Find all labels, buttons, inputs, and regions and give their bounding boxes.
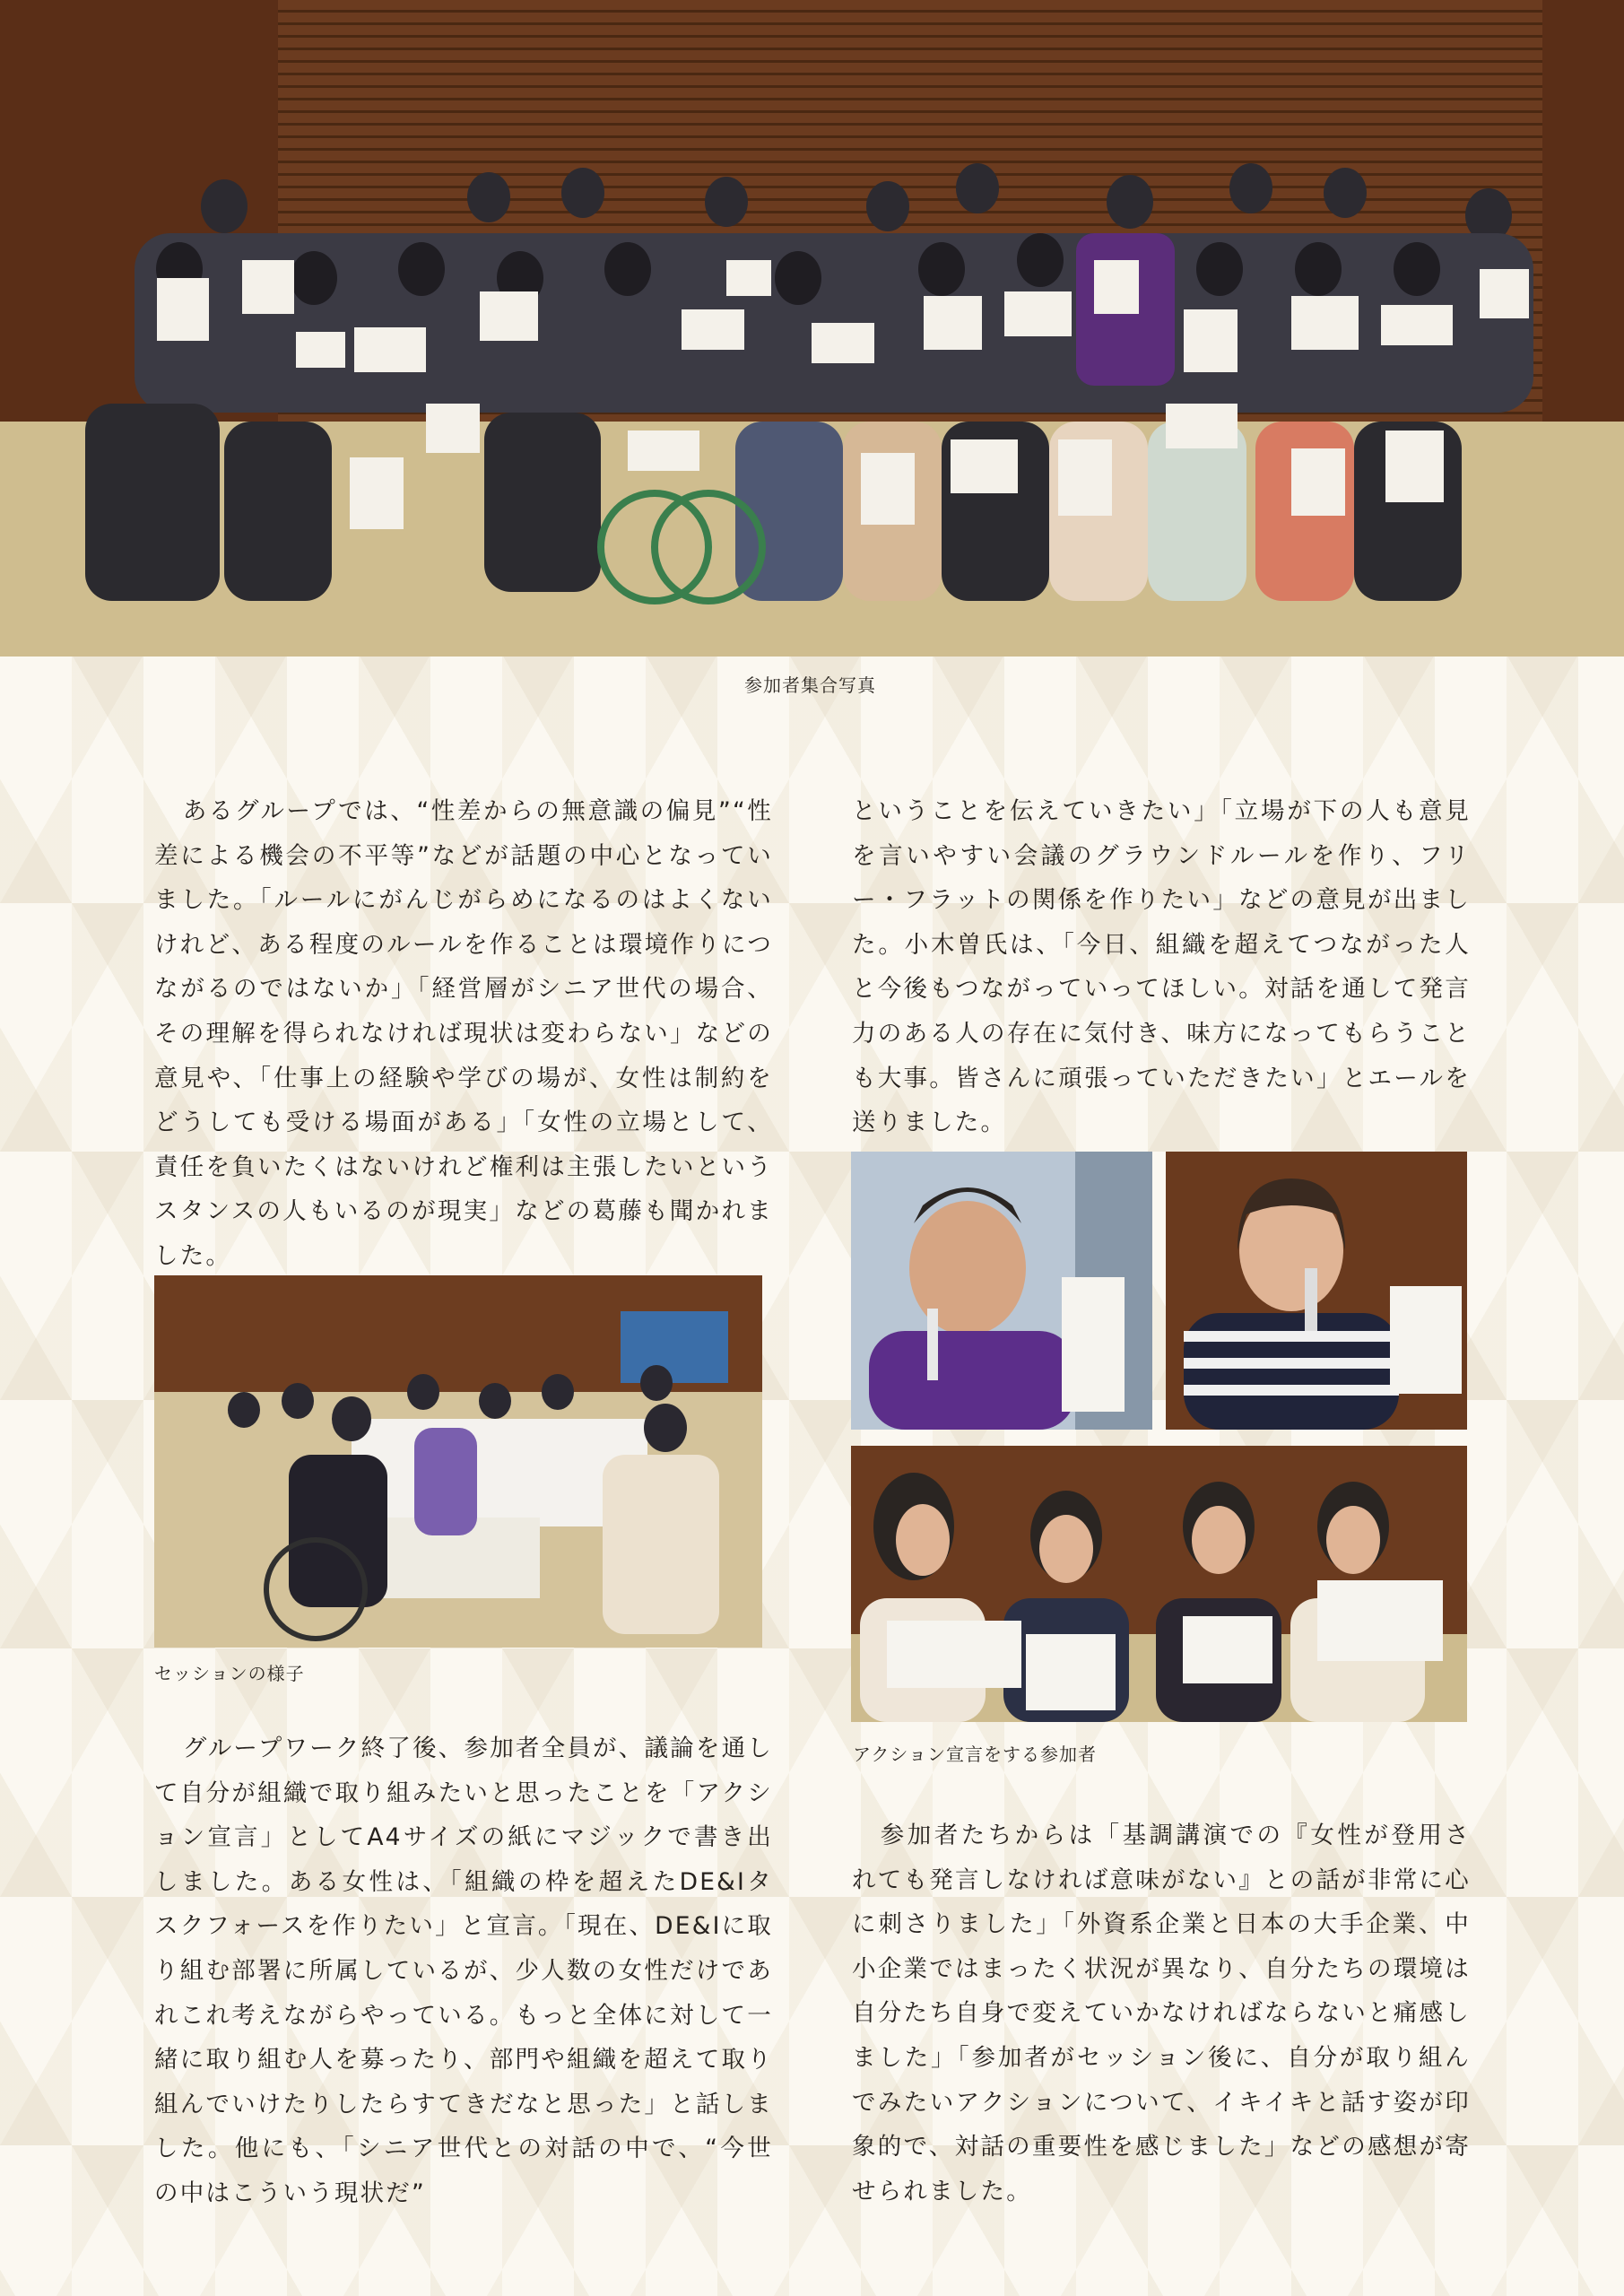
right-paragraph-1: ということを伝えていきたい」「立場が下の人も意見を言いやすい会議のグラウンドルールを作り、フリー・フラットの関係を作りたい」などの意見が出ました。小木曽氏は、「今日、組織を超えてつながった人と今後もつながっていってほしい。対話を通して発言力のある人の存在に気付き、味方になってもらうことも大事。皆さんに頑張っていただきたい」とエールを送りました。 xyxy=(852,797,1471,1137)
left-paragraph-2: グループワーク終了後、参加者全員が、議論を通して自分が組織で取り組みたいと思ったことを「アクション宣言」としてA4サイズの紙にマジックで書き出しました。ある女性は、「組織の枠を超えたDE&Iタスクフォースを作りたい」と宣言。「現在、DE&Iに取り組む部署に所属しているが、少人数の女性だけであれこれ考えながらやっている。もっと全体に対して一緒に取り組む人を募ったり、部門や組織を超えて取り組んでいけたりしたらすてきだなと思った」と話しました。他にも、「シニア世代との対話の中で、“今世の中はこういう現状だ” xyxy=(154,1735,773,2207)
right-paragraph-2: 参加者たちからは「基調講演での『女性が登用されても発言しなければ意味がない』との話が非常に心に刺さりました」「外資系企業と日本の大手企業、中小企業ではまったく状況が異なり、自分たちの環境は自分たち自身で変えていかなければならないと痛感しました」「参加者がセッション後に、自分が取り組んでみたいアクションについて、イキイキと話す姿が印象的で、対話の重要性を感じました」などの感想が寄せられました。 xyxy=(852,1822,1471,2205)
session-photo-caption: セッションの様子 xyxy=(154,1663,305,1684)
action-photo-man xyxy=(851,1152,1152,1430)
group-photo-caption: 参加者集合写真 xyxy=(744,674,876,696)
group-photo xyxy=(0,0,1624,657)
action-photo-caption: アクション宣言をする参加者 xyxy=(853,1744,1097,1765)
left-paragraph-1: あるグループでは、“性差からの無意識の偏見”“性差による機会の不平等”などが話題の中心となっていました。「ルールにがんじがらめになるのはよくないけれど、ある程度のルールを作ることは環境作りにつながるのではないか」「経営層がシニア世代の場合、その理解を得られなければ現状は変わらない」などの意見や、「仕事上の経験や学びの場が、女性は制約をどうしても受ける場面がある」「女性の立場として、責任を負いたくはないけれど権利は主張したいというスタンスの人もいるのが現実」などの葛藤も聞かれました。 xyxy=(154,797,773,1270)
session-photo xyxy=(154,1275,762,1648)
action-photo-group xyxy=(851,1446,1467,1722)
action-photo-woman xyxy=(1166,1152,1467,1430)
